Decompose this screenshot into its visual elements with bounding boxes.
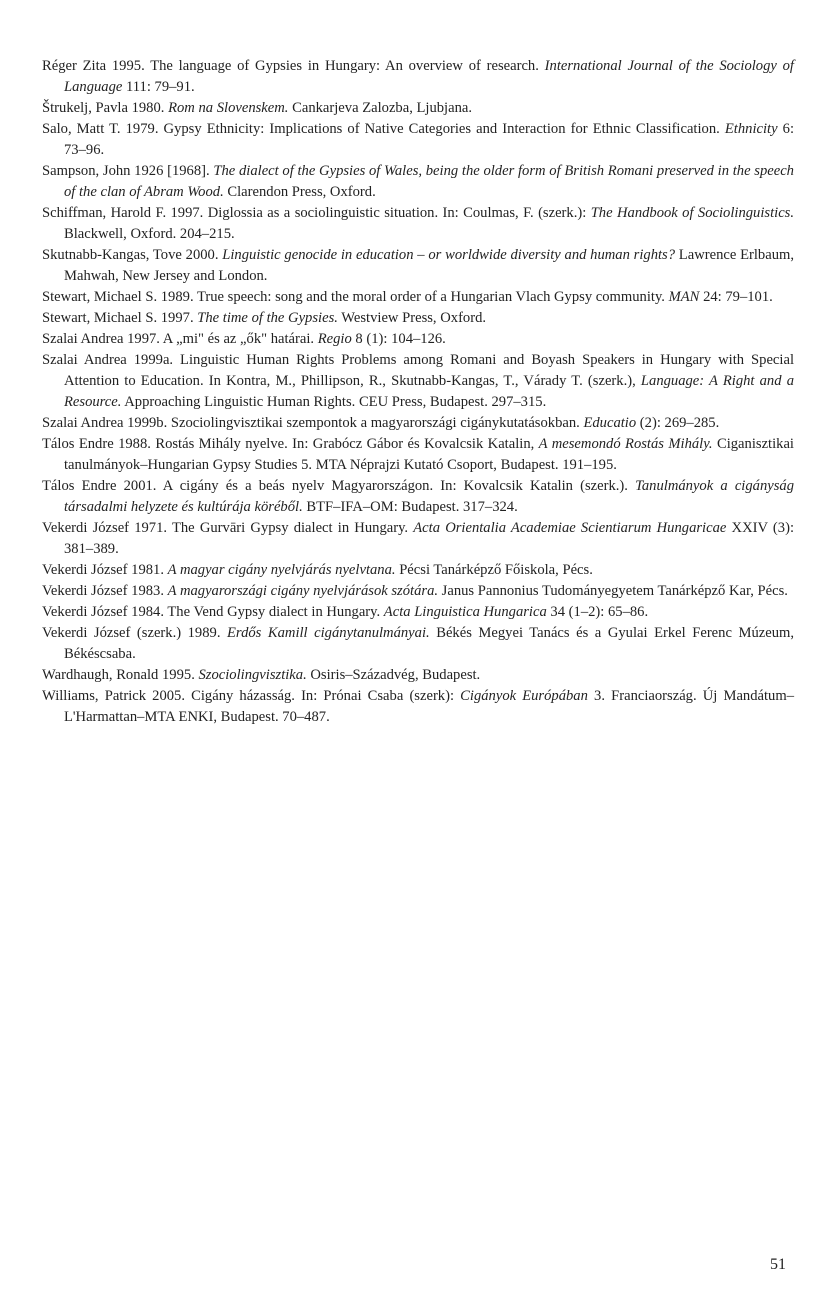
- reference-entry: Stewart, Michael S. 1989. True speech: song and the moral order of a Hungarian Vlach Gypsy community. MAN 24: 79–101.: [42, 289, 773, 305]
- reference-entry: Wardhaugh, Ronald 1995. Szociolingvisztika. Osiris–Századvég, Budapest.: [42, 667, 481, 683]
- reference-entry: Szalai Andrea 1999b. Szociolingvisztikai szempontok a magyarországi cigánykutatásokban. Educatio (2): 269–285.: [42, 415, 720, 431]
- bibliography: [42, 56, 794, 728]
- reference-entry: Stewart, Michael S. 1997. The time of the Gypsies. Westview Press, Oxford.: [42, 310, 487, 326]
- reference-entry: Szalai Andrea 1999a. Linguistic Human Rights Problems among Romani and Boyash Speakers in Hungary with Special Attention to Education. In Kontra, M., Phillipson, R., Skutnabb-Kangas, T., Várady T. (szerk.), Language: A Right and a Resource. Approaching Linguistic Human Rights. CEU Press, Budapest. 297–315.: [42, 352, 794, 410]
- reference-entry: Salo, Matt T. 1979. Gypsy Ethnicity: Implications of Native Categories and Interaction for Ethnic Classification. Ethnicity 6: 73–96.: [42, 121, 794, 158]
- reference-entry: Tálos Endre 2001. A cigány és a beás nyelv Magyarországon. In: Kovalcsik Katalin (szerk.). Tanulmányok a cigányság társadalmi helyzete és kultúrája köréből. BTF–IFA–OM: Budapest. 317–324.: [42, 478, 794, 515]
- reference-entry: Williams, Patrick 2005. Cigány házasság. In: Prónai Csaba (szerk): Cigányok Európában 3. Franciaország. Új Mandátum–L'Harmattan–MTA ENKI, Budapest. 70–487.: [42, 688, 794, 725]
- reference-entry: Vekerdi József 1981. A magyar cigány nyelvjárás nyelvtana. Pécsi Tanárképző Főiskola, Pécs.: [42, 562, 593, 578]
- reference-entry: Szalai Andrea 1997. A „mi" és az „ők" határai. Regio 8 (1): 104–126.: [42, 331, 446, 347]
- reference-entry: Vekerdi József 1971. The Gurvāri Gypsy dialect in Hungary. Acta Orientalia Academiae Scientiarum Hungaricae XXIV (3): 381–389.: [42, 520, 795, 557]
- reference-entry: Vekerdi József 1983. A magyarországi cigány nyelvjárások szótára. Janus Pannonius Tudományegyetem Tanárképző Kar, Pécs.: [42, 583, 788, 599]
- reference-entry: Vekerdi József (szerk.) 1989. Erdős Kamill cigánytanulmányai. Békés Megyei Tanács és a Gyulai Erkel Ferenc Múzeum, Békéscsaba.: [42, 625, 794, 662]
- reference-entry: Vekerdi József 1984. The Vend Gypsy dialect in Hungary. Acta Linguistica Hungarica 34 (1–2): 65–86.: [42, 604, 649, 620]
- reference-entry: Tálos Endre 1988. Rostás Mihály nyelve. In: Grabócz Gábor és Kovalcsik Katalin, A mesemondó Rostás Mihály. Ciganisztikai tanulmányok–Hungarian Gypsy Studies 5. MTA Néprajzi Kutató Csoport, Budapest. 191–195.: [42, 436, 794, 473]
- reference-entry: Sampson, John 1926 [1968]. The dialect of the Gypsies of Wales, being the older form of British Romani preserved in the speech of the clan of Abram Wood. Clarendon Press, Oxford.: [42, 163, 794, 200]
- reference-entry: Réger Zita 1995. The language of Gypsies in Hungary: An overview of research. International Journal of the Sociology of Language 111: 79–91.: [42, 58, 794, 95]
- reference-entry: Skutnabb-Kangas, Tove 2000. Linguistic genocide in education – or worldwide diversity and human rights? Lawrence Erlbaum, Mahwah, New Jersey and London.: [42, 247, 794, 284]
- page-number: 51: [770, 1256, 786, 1273]
- reference-entry: Štrukelj, Pavla 1980. Rom na Slovenskem. Cankarjeva Zalozba, Ljubjana.: [42, 100, 473, 116]
- reference-entry: Schiffman, Harold F. 1997. Diglossia as a sociolinguistic situation. In: Coulmas, F. (szerk.): The Handbook of Sociolinguistics. Blackwell, Oxford. 204–215.: [42, 205, 794, 242]
